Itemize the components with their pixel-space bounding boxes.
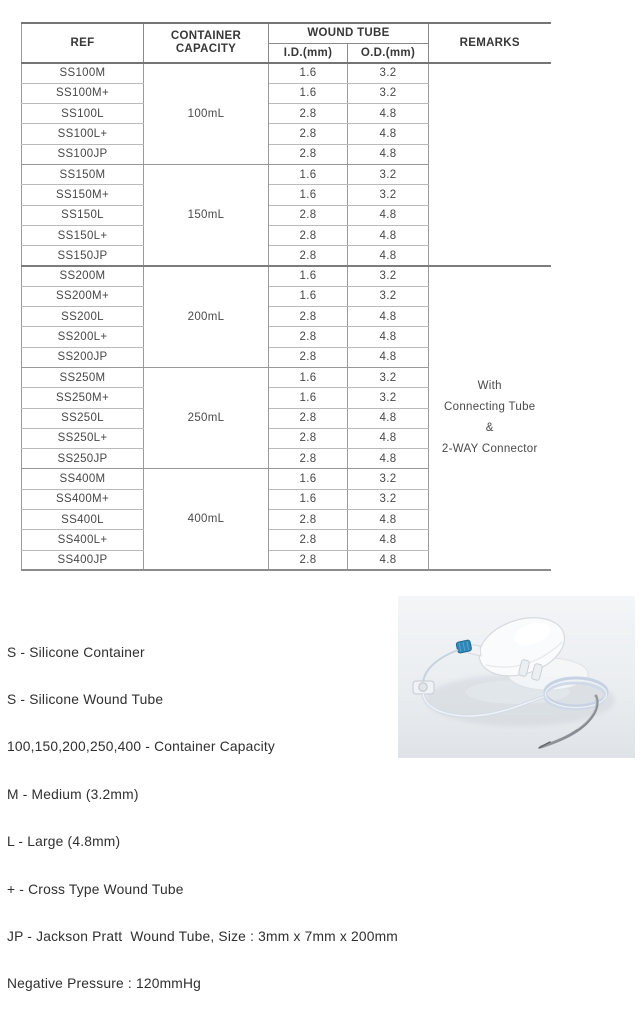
cell-id-mm: 1.6: [269, 185, 348, 205]
cell-od-mm: 3.2: [348, 164, 429, 184]
cell-od-mm: 3.2: [348, 83, 429, 103]
cell-ref: SS250L+: [22, 428, 144, 448]
cell-od-mm: 4.8: [348, 408, 429, 428]
cell-ref: SS400M+: [22, 489, 144, 509]
cell-od-mm: 4.8: [348, 246, 429, 266]
cell-capacity: 250mL: [144, 367, 269, 468]
cell-id-mm: 1.6: [269, 164, 348, 184]
cell-ref: SS400L: [22, 510, 144, 530]
cell-id-mm: 2.8: [269, 550, 348, 570]
cell-id-mm: 1.6: [269, 469, 348, 489]
cell-remarks-empty: [429, 63, 551, 266]
cell-id-mm: 1.6: [269, 83, 348, 103]
cell-id-mm: 2.8: [269, 327, 348, 347]
cell-id-mm: 2.8: [269, 408, 348, 428]
cell-id-mm: 2.8: [269, 347, 348, 367]
cell-ref: SS100JP: [22, 144, 144, 164]
cell-ref: SS200M+: [22, 286, 144, 306]
spec-table: [21, 22, 551, 571]
cell-ref: SS250JP: [22, 449, 144, 469]
cell-id-mm: 2.8: [269, 246, 348, 266]
cell-id-mm: 1.6: [269, 286, 348, 306]
cell-ref: SS250M: [22, 367, 144, 387]
col-header-capacity-label: CONTAINER CAPACITY: [170, 30, 242, 55]
cell-id-mm: 2.8: [269, 205, 348, 225]
cell-id-mm: 2.8: [269, 510, 348, 530]
col-header-od-mm: O.D.(mm): [348, 43, 429, 63]
cell-id-mm: 2.8: [269, 124, 348, 144]
cell-ref: SS150L+: [22, 225, 144, 245]
cell-od-mm: 4.8: [348, 225, 429, 245]
cell-capacity: 150mL: [144, 164, 269, 265]
roller-clamp: [413, 681, 434, 694]
cell-ref: SS400L+: [22, 530, 144, 550]
table-body: [22, 63, 551, 570]
cell-ref: SS250M+: [22, 388, 144, 408]
cell-ref: SS250L: [22, 408, 144, 428]
cell-id-mm: 2.8: [269, 104, 348, 124]
cell-od-mm: 4.8: [348, 530, 429, 550]
cell-id-mm: 2.8: [269, 449, 348, 469]
cell-ref: SS200L+: [22, 327, 144, 347]
product-photo: [398, 596, 635, 758]
cell-remarks: [429, 266, 551, 570]
blue-cap: [456, 640, 472, 654]
cell-ref: SS400JP: [22, 550, 144, 570]
table-row: [22, 63, 551, 83]
col-header-ref: REF: [22, 23, 144, 63]
remarks-line: With: [477, 380, 502, 393]
cell-od-mm: 4.8: [348, 307, 429, 327]
cell-od-mm: 3.2: [348, 185, 429, 205]
legend-line-jackson-pratt: JP - Jackson Pratt Wound Tube, Size : 3mm x 7mm x 200mm: [7, 928, 399, 944]
cell-id-mm: 2.8: [269, 144, 348, 164]
cell-od-mm: 4.8: [348, 347, 429, 367]
cell-id-mm: 2.8: [269, 428, 348, 448]
cell-od-mm: 3.2: [348, 63, 429, 83]
cell-ref: SS150JP: [22, 246, 144, 266]
col-header-wound-tube: WOUND TUBE: [269, 23, 429, 43]
cell-od-mm: 4.8: [348, 104, 429, 124]
cell-id-mm: 1.6: [269, 388, 348, 408]
cell-od-mm: 4.8: [348, 428, 429, 448]
cell-ref: SS400M: [22, 469, 144, 489]
cell-od-mm: 3.2: [348, 489, 429, 509]
col-header-id-mm: I.D.(mm): [269, 43, 348, 63]
cell-od-mm: 4.8: [348, 550, 429, 570]
cell-ref: SS200JP: [22, 347, 144, 367]
cell-od-mm: 3.2: [348, 266, 429, 286]
cell-ref: SS100L+: [22, 124, 144, 144]
cell-id-mm: 1.6: [269, 63, 348, 83]
cell-ref: SS150M+: [22, 185, 144, 205]
remarks-line: &: [485, 422, 494, 435]
cell-ref: SS150M: [22, 164, 144, 184]
legend-line-cross-type: + - Cross Type Wound Tube: [7, 881, 184, 897]
cell-od-mm: 4.8: [348, 449, 429, 469]
cell-ref: SS150L: [22, 205, 144, 225]
cell-od-mm: 3.2: [348, 286, 429, 306]
cell-id-mm: 2.8: [269, 225, 348, 245]
cell-id-mm: 2.8: [269, 530, 348, 550]
cell-od-mm: 4.8: [348, 510, 429, 530]
cell-id-mm: 2.8: [269, 307, 348, 327]
table-header: [22, 23, 551, 63]
cell-id-mm: 1.6: [269, 367, 348, 387]
cell-id-mm: 1.6: [269, 489, 348, 509]
cell-od-mm: 4.8: [348, 327, 429, 347]
legend: [7, 613, 398, 1024]
legend-line-large: L - Large (4.8mm): [7, 834, 121, 850]
cell-od-mm: 4.8: [348, 205, 429, 225]
cell-od-mm: 3.2: [348, 367, 429, 387]
cell-ref: SS100M+: [22, 83, 144, 103]
table-row: [22, 266, 551, 286]
legend-line-silicone-wound-tube: S - Silicone Wound Tube: [7, 691, 164, 707]
cell-od-mm: 3.2: [348, 388, 429, 408]
remarks-line: Connecting Tube: [444, 401, 536, 414]
cell-ref: SS200M: [22, 266, 144, 286]
legend-line-container-capacity: 100,150,200,250,400 - Container Capacity: [7, 739, 276, 755]
col-header-remarks: REMARKS: [429, 23, 551, 63]
legend-line-negative-pressure: Negative Pressure : 120mmHg: [7, 976, 202, 992]
remarks-line: 2-WAY Connector: [441, 443, 538, 456]
col-header-capacity: [144, 23, 269, 63]
cell-ref: SS100M: [22, 63, 144, 83]
cell-od-mm: 3.2: [348, 469, 429, 489]
cell-od-mm: 4.8: [348, 124, 429, 144]
legend-line-silicone-container: S - Silicone Container: [7, 644, 145, 660]
cell-capacity: 400mL: [144, 469, 269, 570]
cell-capacity: 200mL: [144, 266, 269, 367]
legend-line-medium: M - Medium (3.2mm): [7, 786, 139, 802]
cell-ref: SS100L: [22, 104, 144, 124]
table-header-row-1: [22, 23, 551, 43]
cell-ref: SS200L: [22, 307, 144, 327]
cell-id-mm: 1.6: [269, 266, 348, 286]
cell-od-mm: 4.8: [348, 144, 429, 164]
cell-capacity: 100mL: [144, 63, 269, 164]
